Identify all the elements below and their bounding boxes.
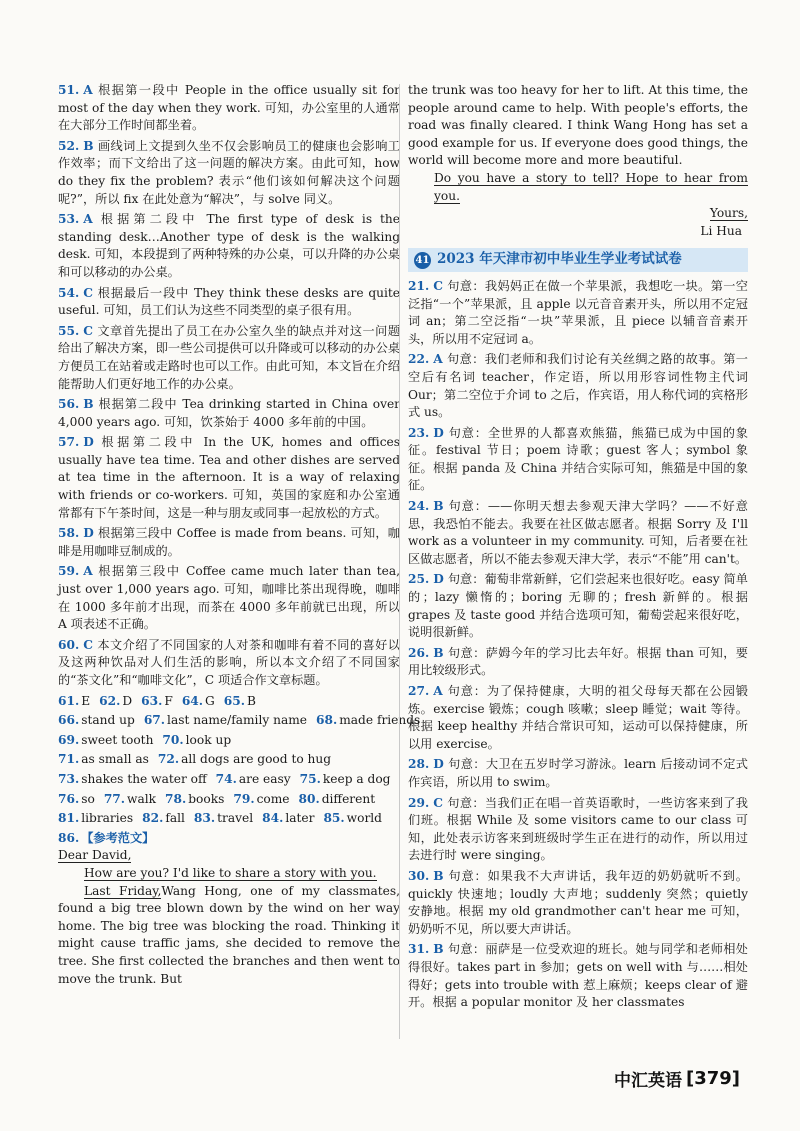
question-number: 58.	[58, 526, 80, 541]
answer-number: 69.	[58, 732, 80, 747]
question-answer: A	[433, 352, 443, 367]
question-item	[408, 868, 748, 938]
essay-block	[58, 830, 400, 988]
question-explanation: 根据第一段中 People in the office usually sit for most of the day when they work. 可知，办公室里的人通常在大部分工作时间都坐着。	[58, 83, 400, 133]
left-question-list	[58, 82, 400, 690]
question-explanation: 根据最后一段中 They think these desks are quite useful. 可知，员工们认为这些不同类型的桌子很有用。	[58, 285, 400, 318]
question-explanation: 句意：大卫在五岁时学习游泳。learn 后接动词不定式作宾语，所以用 to swim。	[408, 757, 748, 789]
answer-number: 76.	[58, 791, 80, 806]
answer-number: 64.	[181, 693, 204, 708]
question-explanation: 句意：萨姆今年的学习比去年好。根据 than 可知，要用比较级形式。	[408, 645, 748, 678]
question-item	[58, 211, 400, 281]
question-explanation: 根据第三段中 Coffee is made from beans. 可知，咖啡是用咖啡豆制成的。	[58, 526, 400, 558]
question-answer: D	[433, 757, 444, 772]
answer-value: keep a dog	[322, 771, 391, 786]
answer-item	[165, 792, 224, 806]
answer-value: F	[164, 693, 173, 708]
question-number: 23.	[408, 425, 430, 440]
answer-number: 80.	[298, 791, 320, 806]
answer-row	[58, 693, 400, 711]
answer-item	[300, 772, 391, 786]
question-number: 31.	[408, 942, 430, 957]
question-item	[408, 278, 748, 348]
question-number: 57.	[58, 435, 80, 450]
question-item	[408, 425, 748, 495]
question-answer: A	[83, 83, 93, 97]
essay-continuation: the trunk was too heavy for her to lift. At this time, the people around came to help. With people's efforts, the road was finally cleared. I think Wang Hong has set a good example for us. If everyone does good things, the world will become more and more beautiful.	[408, 83, 748, 168]
question-number: 21.	[408, 278, 430, 293]
question-answer: C	[433, 278, 443, 293]
footer-brand: 中汇英语	[613, 1071, 682, 1091]
question-item	[408, 756, 748, 791]
question-explanation: 句意：我妈妈正在做一个苹果派，我想吃一块。第一空泛指“一个”苹果派，且 apple 以元音音素开头，所以用不定冠词 an；第二空泛指“一块”苹果派，且 piece 以辅音音素开头，所以用不定冠词 a。	[408, 278, 748, 346]
answer-number: 61.	[58, 693, 80, 708]
essay-opening: How are you? I'd like to share a story with you.	[84, 865, 377, 880]
question-answer: D	[83, 526, 94, 541]
answer-item	[141, 694, 173, 708]
question-explanation: 根据第二段中 In the UK, homes and offices usually have tea time. Tea and other dishes are served at tea time in the afternoon. It is a way of relaxing with friends or co-workers. 可知，英国的家庭和办公室通常都有下午茶时间，这是一种与朋友或同事一起放松的方式。	[58, 435, 400, 520]
answer-item	[58, 713, 135, 727]
answer-item	[299, 792, 376, 806]
question-answer: B	[83, 397, 94, 412]
answer-number: 81.	[58, 811, 80, 826]
answer-item	[99, 694, 132, 708]
question-answer: B	[83, 138, 94, 153]
question-item	[58, 82, 400, 135]
page-footer	[614, 1066, 740, 1091]
question-answer: B	[433, 868, 444, 883]
answer-item	[58, 733, 153, 747]
answer-value: walk	[127, 791, 157, 806]
answer-number: 66.	[58, 713, 80, 728]
answer-value: fall	[165, 811, 185, 826]
question-explanation: 根据第二段中 Tea drinking started in China over 4,000 years ago. 可知，饮茶始于 4000 多年前的中国。	[58, 397, 400, 429]
answer-item	[162, 733, 231, 747]
answer-number: 63.	[141, 693, 163, 708]
answer-row	[58, 751, 400, 769]
answer-item	[58, 694, 90, 708]
question-item	[58, 637, 400, 690]
question-explanation: 句意：当我们正在唱一首英语歌时，一些访客来到了我们班。根据 While 及 some visitors came to our class 可知，此处表示访客来到班级时学生正在进行的动作，所以用过去进行时 were singing。	[408, 795, 748, 863]
answer-number: 75.	[299, 771, 321, 786]
essay-label: 【参考范文】	[81, 830, 155, 845]
answer-value: made friends	[339, 713, 421, 728]
answer-item	[144, 713, 307, 727]
question-explanation: 句意：我们老师和我们讨论有关丝绸之路的故事。第一空后有名词 teacher，作定语，所以用形容词性物主代词 Our；第二空位于介词 to 之后，作宾语，用人称代词的宾格形式 us。	[408, 352, 748, 420]
question-number: 52.	[58, 138, 80, 153]
question-explanation: 句意：为了保持健康，大明的祖父母每天都在公园锻炼。exercise 锻炼；cough 咳嗽；sleep 睡觉；wait 等待。根据 keep healthy 并结合常识可知，运动可以保持健康，所以用 exercise。	[408, 684, 748, 751]
answer-item	[104, 792, 156, 806]
question-answer: D	[433, 572, 444, 587]
question-answer: C	[83, 323, 93, 338]
question-number: 59.	[58, 564, 80, 579]
answer-number: 70.	[162, 732, 184, 747]
answer-row	[58, 712, 421, 730]
answer-number: 85.	[323, 811, 345, 826]
answer-item	[58, 772, 207, 786]
exam-number-badge: 41	[414, 252, 431, 269]
question-explanation: 句意：葡萄非常新鲜，它们尝起来也很好吃。easy 简单的；lazy 懒惰的；boring 无聊的；fresh 新鲜的。根据 grapes 及 taste good 并结合选项可知，葡萄尝起来很好吃，说明很新鲜。	[408, 572, 748, 640]
question-item	[58, 434, 400, 522]
question-number: 56.	[58, 397, 80, 412]
question-item	[58, 396, 400, 431]
answer-item	[182, 694, 215, 708]
answer-number: 67.	[143, 713, 166, 728]
answer-row	[58, 732, 400, 750]
answer-item	[58, 752, 149, 766]
answer-item	[142, 811, 185, 825]
answer-row	[58, 771, 400, 789]
question-answer: A	[83, 212, 93, 227]
answer-number: 77.	[103, 791, 126, 806]
page-number: [379]	[685, 1068, 740, 1089]
essay-salutation: Dear David,	[58, 848, 132, 863]
question-explanation: 句意：如果我不大声讲话，我年迈的奶奶就听不到。quickly 快速地；loudly 大声地；suddenly 突然；quietly 安静地。根据 my old grandmother can't hear me 可知，奶奶听不见，所以要大声讲话。	[408, 868, 748, 936]
answer-item	[158, 752, 331, 766]
question-answer: B	[433, 645, 444, 660]
answer-number: 84.	[262, 811, 284, 826]
question-answer: C	[83, 285, 93, 300]
question-number: 51.	[58, 83, 80, 97]
question-explanation: 根据第二段中 The first type of desk is the standing desk…Another type of desk is the walking desk. 可知，本段提到了两种特殊的办公桌，可以升降的办公桌和可以移动的办公桌。	[58, 212, 400, 279]
answer-number: 68.	[316, 713, 338, 728]
question-answer: C	[433, 795, 443, 810]
answer-item	[233, 792, 289, 806]
answer-number: 65.	[223, 693, 245, 708]
answer-value: all dogs are good to hug	[181, 752, 332, 767]
essay-closing-line: Do you have a story to tell? Hope to hear from you.	[434, 170, 748, 203]
answer-item	[194, 811, 253, 825]
answer-number: 82.	[142, 811, 164, 826]
question-number: 53.	[58, 212, 80, 227]
answer-row	[58, 791, 400, 809]
answer-number: 79.	[233, 791, 255, 806]
question-explanation: 画线词上文提到久坐不仅会影响员工的健康也会影响工作效率；而下文给出了这一问题的解决方案。由此可知，how do they fix the problem? 表示“他们该如何解决这个问题呢?”，所以 fix 在此处意为“解决”，与 solve 同义。	[58, 138, 400, 206]
answer-value: look up	[185, 732, 232, 747]
question-item	[58, 285, 400, 320]
answer-value: D	[122, 693, 133, 708]
question-item	[58, 563, 400, 633]
answer-value: last name/family name	[167, 713, 308, 728]
essay-body-text: Wang Hong, one of my classmates, found a big tree blown down by the wind on her way home. The big tree was blocking the road. Thinking it might cause traffic jams, she decided to remove the tree. She first collected the branches and then went to move the trunk. But	[58, 883, 400, 986]
answer-value: shakes the water off	[81, 771, 207, 786]
answer-item	[262, 811, 314, 825]
answer-item	[316, 713, 420, 727]
question-explanation: 文章首先提出了员工在办公室久坐的缺点并对这一问题给出了解决方案，即一些公司提供可以升降或可以移动的办公桌方便员工在站着或走路时也可以工作。由此可知，本文旨在介绍能帮助人们更好地工作的办公桌。	[58, 323, 400, 391]
essay-sign-off: Yours,	[709, 206, 748, 221]
answer-value: G	[205, 693, 215, 708]
question-answer: B	[433, 942, 444, 957]
question-explanation: 句意：丽萨是一位受欢迎的班长。她与同学和老师相处得很好。takes part in 参加；gets on well with 与……相处得好；gets into trouble with 惹上麻烦；keeps clear of 避开。根据 a popular monitor 及 her classmates	[408, 942, 748, 1010]
answer-row	[58, 810, 400, 828]
answer-item	[323, 811, 382, 825]
exam-title: 2023 年天津市初中毕业生学业考试试卷	[437, 251, 682, 268]
question-item	[58, 525, 400, 560]
essay-number: 86.	[58, 830, 80, 845]
question-number: 26.	[408, 645, 430, 660]
answer-item	[58, 811, 133, 825]
question-number: 29.	[408, 795, 430, 810]
right-question-list	[408, 278, 748, 1012]
answer-item	[224, 694, 256, 708]
question-explanation: 根据第三段中 Coffee came much later than tea, just over 1,000 years ago. 可知，咖啡比茶出现得晚，咖啡在 1000 多年前才出现，而茶在 4000 多年前就已出现，所以 A 项表述不正确。	[58, 564, 400, 632]
answer-number: 83.	[193, 811, 216, 826]
question-item	[408, 941, 748, 1011]
answer-number: 71.	[58, 752, 80, 767]
answer-value: sweet tooth	[81, 732, 154, 747]
question-explanation: 句意：——你明天想去参观天津大学吗？——不好意思，我恐怕不能去。我要在社区做志愿者。根据 Sorry 及 I'll work as a volunteer in my community. 可知，后者要在社区做志愿者，所以不能去参观天津大学，表示“不能”用 can't。	[408, 499, 748, 566]
column-divider	[399, 84, 400, 1039]
question-number: 55.	[58, 323, 80, 338]
question-item	[408, 498, 748, 568]
question-answer: D	[433, 425, 444, 440]
question-number: 54.	[58, 285, 80, 300]
answer-value: come	[256, 791, 290, 806]
question-number: 30.	[408, 868, 430, 883]
question-answer: D	[83, 435, 94, 450]
answer-value: later	[285, 811, 315, 826]
question-item	[408, 795, 748, 865]
question-item	[58, 323, 400, 393]
question-item	[408, 645, 748, 680]
question-number: 28.	[408, 757, 430, 772]
answer-value: different	[321, 791, 376, 806]
right-column	[408, 82, 748, 1015]
answer-number: 78.	[165, 791, 187, 806]
answer-value: as small as	[81, 752, 149, 767]
answer-value: libraries	[81, 811, 134, 826]
answer-value: B	[247, 693, 256, 708]
exam-title-banner	[408, 248, 748, 272]
answer-value: world	[346, 811, 382, 826]
question-explanation: 本文介绍了不同国家的人对茶和咖啡有着不同的喜好以及这两种饮品对人们生活的影响，所以本文介绍了不同国家的“茶文化”和“咖啡文化”，C 项适合作文章标题。	[58, 637, 400, 687]
answer-value: books	[188, 791, 225, 806]
answer-value: travel	[217, 811, 254, 826]
answer-value: so	[81, 791, 95, 806]
essay-signature: Li Hua	[700, 223, 742, 238]
question-number: 22.	[408, 352, 430, 367]
question-item	[408, 571, 748, 641]
answer-value: are easy	[238, 771, 291, 786]
question-number: 24.	[408, 499, 430, 514]
question-number: 60.	[58, 637, 80, 652]
question-answer: A	[433, 684, 443, 698]
answer-number: 72.	[157, 752, 180, 767]
essay-last-friday: Last Friday,	[84, 883, 162, 898]
question-number: 25.	[408, 572, 430, 587]
question-answer: B	[433, 499, 444, 514]
question-number: 27.	[408, 684, 430, 698]
question-item	[408, 351, 748, 421]
answer-number: 73.	[58, 771, 80, 786]
question-item	[58, 138, 400, 208]
answer-number: 62.	[99, 693, 121, 708]
essay-body-left	[58, 883, 400, 989]
answer-value: stand up	[81, 713, 135, 728]
answer-value: E	[81, 693, 91, 708]
answer-number: 74.	[215, 771, 237, 786]
answer-item	[58, 792, 95, 806]
question-item	[408, 683, 748, 753]
question-answer: A	[83, 564, 93, 579]
answer-item	[216, 772, 291, 786]
question-explanation: 句意：全世界的人都喜欢熊猫，熊猫已成为中国的象征。festival 节日；poem 诗歌；guest 客人；symbol 象征。根据 panda 及 China 并结合实际可知，熊猫是中国的象征。	[408, 425, 748, 493]
question-answer: C	[83, 637, 93, 652]
